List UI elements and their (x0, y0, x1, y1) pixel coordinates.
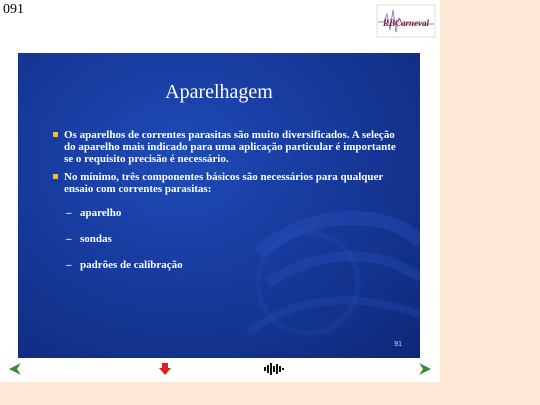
slide-title: Aparelhagem (165, 81, 273, 103)
right-arrow-icon (419, 363, 431, 375)
sub-item (52, 207, 402, 219)
slide (18, 53, 420, 358)
bullet-item (52, 129, 402, 165)
sub-item-text: aparelho (80, 207, 122, 219)
sub-item-text: padrões de calibração (80, 259, 183, 271)
previous-slide-button[interactable] (8, 362, 22, 376)
page-number: 091 (3, 2, 24, 17)
dash-icon: – (66, 233, 72, 245)
bullet-item (52, 171, 402, 195)
logo-text: RBCarneval (382, 18, 430, 28)
bullet-text: Os aparelhos de correntes parasitas são muito diversificados. A seleção do aparelho mais indicado para uma aplicação particular é importante se o requisito precisão é necessário. (64, 129, 396, 165)
dash-icon: – (66, 207, 72, 219)
down-button[interactable] (159, 363, 171, 375)
waveform-icon (264, 363, 284, 375)
down-arrow-icon (159, 363, 171, 375)
sub-item-text: sondas (80, 233, 112, 245)
slide-number: 91 (394, 341, 402, 348)
bullet-list (52, 129, 402, 285)
sub-item (52, 233, 402, 245)
left-arrow-icon (9, 363, 21, 375)
dash-icon: – (66, 259, 72, 271)
audio-button[interactable] (264, 363, 286, 375)
logo (376, 4, 436, 38)
sub-item (52, 259, 402, 271)
bullet-square-icon (53, 174, 58, 179)
bullet-square-icon (53, 132, 58, 137)
bullet-text: No mínimo, três componentes básicos são necessários para qualquer ensaio com correntes parasitas: (64, 171, 384, 195)
next-slide-button[interactable] (418, 362, 432, 376)
